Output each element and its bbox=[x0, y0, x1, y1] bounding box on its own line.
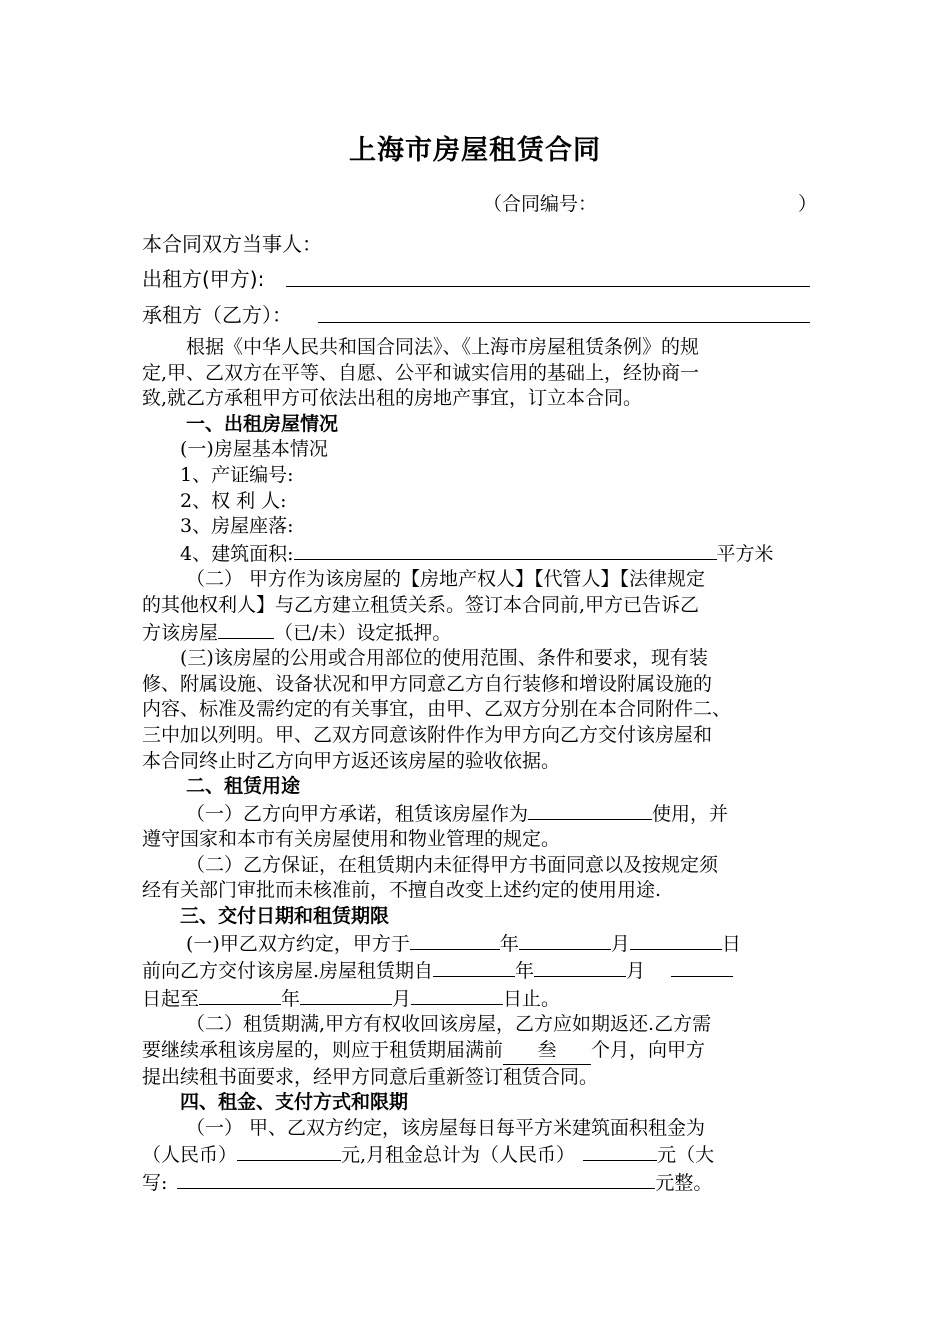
area-unit: 平方米 bbox=[716, 542, 774, 565]
section-1-sub1: (一)房屋基本情况 bbox=[180, 438, 328, 461]
term-end-suffix: 日止。 bbox=[503, 987, 561, 1010]
preamble-line: 根据《中华人民共和国合同法》、《上海市房屋租赁条例》的规 bbox=[186, 336, 700, 358]
month-label: 月 bbox=[610, 932, 630, 955]
address-label: 3、房屋座落: bbox=[180, 515, 294, 538]
start-day-blank[interactable] bbox=[671, 957, 733, 977]
renewal-text-after: 个月，向甲方 bbox=[591, 1039, 706, 1062]
contract-number-close: ） bbox=[798, 193, 818, 215]
owner-label: 2、权 利 人: bbox=[180, 489, 287, 512]
uppercase-label: 元（大 bbox=[657, 1144, 715, 1167]
month-label: 月 bbox=[392, 987, 412, 1010]
section-2-p2-line: （二）乙方保证，在租赁期内未征得甲方书面同意以及按规定须 bbox=[186, 853, 719, 876]
uppercase-label-cont: 写: bbox=[142, 1172, 168, 1194]
section-3-p2-line1: （二）租赁期满,甲方有权收回该房屋，乙方应如期返还.乙方需 bbox=[186, 1013, 712, 1036]
renewal-months-field[interactable]: 叁 bbox=[503, 1038, 591, 1065]
delivery-text: (一)甲乙双方约定，甲方于 bbox=[186, 932, 410, 955]
section-3-heading: 三、交付日期和租赁期限 bbox=[180, 905, 390, 928]
rent-uppercase-blank[interactable] bbox=[177, 1169, 655, 1189]
area-blank[interactable] bbox=[294, 540, 717, 560]
lessor-label: 出租方(甲方): bbox=[142, 267, 265, 291]
term-start-text: 前向乙方交付该房屋.房屋租赁期自 bbox=[142, 960, 434, 983]
renewal-text-before: 要继续承租该房屋的，则应于租赁期届满前 bbox=[142, 1039, 504, 1062]
lessor-name-line[interactable] bbox=[286, 286, 810, 287]
delivery-day-blank[interactable] bbox=[630, 930, 722, 950]
day-label: 日 bbox=[721, 932, 741, 955]
end-month-blank[interactable] bbox=[300, 985, 392, 1005]
usage-text-after: 使用，并 bbox=[652, 802, 729, 825]
usage-text-before: （一）乙方向甲方承诺，租赁该房屋作为 bbox=[186, 802, 529, 825]
parties-intro: 本合同双方当事人： bbox=[142, 232, 322, 256]
delivery-month-blank[interactable] bbox=[519, 930, 611, 950]
section-1-p2-line: 的其他权利人】与乙方建立租赁关系。签订本合同前,甲方已告诉乙 bbox=[142, 593, 700, 616]
delivery-year-blank[interactable] bbox=[410, 930, 500, 950]
end-year-blank[interactable] bbox=[199, 985, 281, 1005]
section-2-heading: 二、租赁用途 bbox=[186, 775, 301, 798]
monthly-rent-text: 元,月租金总计为（人民币） bbox=[341, 1144, 576, 1167]
section-1-p3-line: 修、附属设施、设备状况和甲方同意乙方自行装修和增设附属设施的 bbox=[142, 672, 713, 695]
preamble-line: 定,甲、乙双方在平等、自愿、公平和诚实信用的基础上，经协商一 bbox=[142, 361, 700, 384]
section-3-p2-line3: 提出续租书面要求，经甲方同意后重新签订租赁合同。 bbox=[142, 1065, 599, 1088]
area-label: 4、建筑面积: bbox=[180, 542, 294, 565]
rent-currency-label: （人民币） bbox=[142, 1144, 238, 1167]
usage-blank[interactable] bbox=[528, 800, 652, 820]
mortgage-blank[interactable] bbox=[218, 619, 274, 639]
monthly-rent-blank[interactable] bbox=[583, 1141, 657, 1161]
mortgage-text-before: 方该房屋 bbox=[142, 621, 219, 644]
section-1-p3-line: 本合同终止时乙方向甲方返还该房屋的验收依据。 bbox=[142, 749, 561, 772]
section-1-heading: 一、出租房屋情况 bbox=[186, 412, 339, 435]
rent-suffix: 元整。 bbox=[655, 1172, 713, 1194]
preamble-line: 致,就乙方承租甲方可依法出租的房地产事宜，订立本合同。 bbox=[142, 387, 643, 410]
lessee-name-line[interactable] bbox=[318, 322, 810, 323]
year-label: 年 bbox=[281, 987, 301, 1010]
start-year-blank[interactable] bbox=[433, 957, 515, 977]
contract-number-label: （合同编号： bbox=[483, 193, 598, 215]
month-label: 月 bbox=[626, 960, 646, 983]
year-label: 年 bbox=[515, 960, 535, 983]
end-day-blank[interactable] bbox=[411, 985, 503, 1005]
term-end-text: 日起至 bbox=[142, 987, 200, 1010]
document-title: 上海市房屋租赁合同 bbox=[349, 135, 601, 166]
lessee-label: 承租方（乙方）： bbox=[142, 303, 292, 327]
start-month-blank[interactable] bbox=[534, 957, 626, 977]
section-1-p2-line: （二） 甲方作为该房屋的【房地产权人】【代管人】【法律规定 bbox=[186, 568, 706, 591]
section-1-p3-line: (三)该房屋的公用或合用部位的使用范围、条件和要求，现有装 bbox=[180, 647, 708, 670]
section-2-p1-line2: 遵守国家和本市有关房屋使用和物业管理的规定。 bbox=[142, 828, 561, 851]
section-4-p1-line1: （一） 甲、乙双方约定，该房屋每日每平方米建筑面积租金为 bbox=[186, 1116, 706, 1139]
section-4-heading: 四、租金、支付方式和限期 bbox=[180, 1091, 409, 1114]
cert-number-label: 1、产证编号: bbox=[180, 463, 294, 486]
section-1-p3-line: 内容、标准及需约定的有关事宜，由甲、乙双方分别在本合同附件二、 bbox=[142, 698, 732, 721]
contract-body bbox=[142, 335, 814, 1197]
section-1-p3-line: 三中加以列明。甲、乙双方同意该附件作为甲方向乙方交付该房屋和 bbox=[142, 723, 713, 746]
mortgage-text-after: （已/未）设定抵押。 bbox=[274, 621, 452, 644]
daily-rent-blank[interactable] bbox=[237, 1141, 341, 1161]
year-label: 年 bbox=[499, 932, 519, 955]
section-2-p2-line: 经有关部门审批而未核准前，不擅自改变上述约定的使用用途. bbox=[142, 879, 662, 902]
